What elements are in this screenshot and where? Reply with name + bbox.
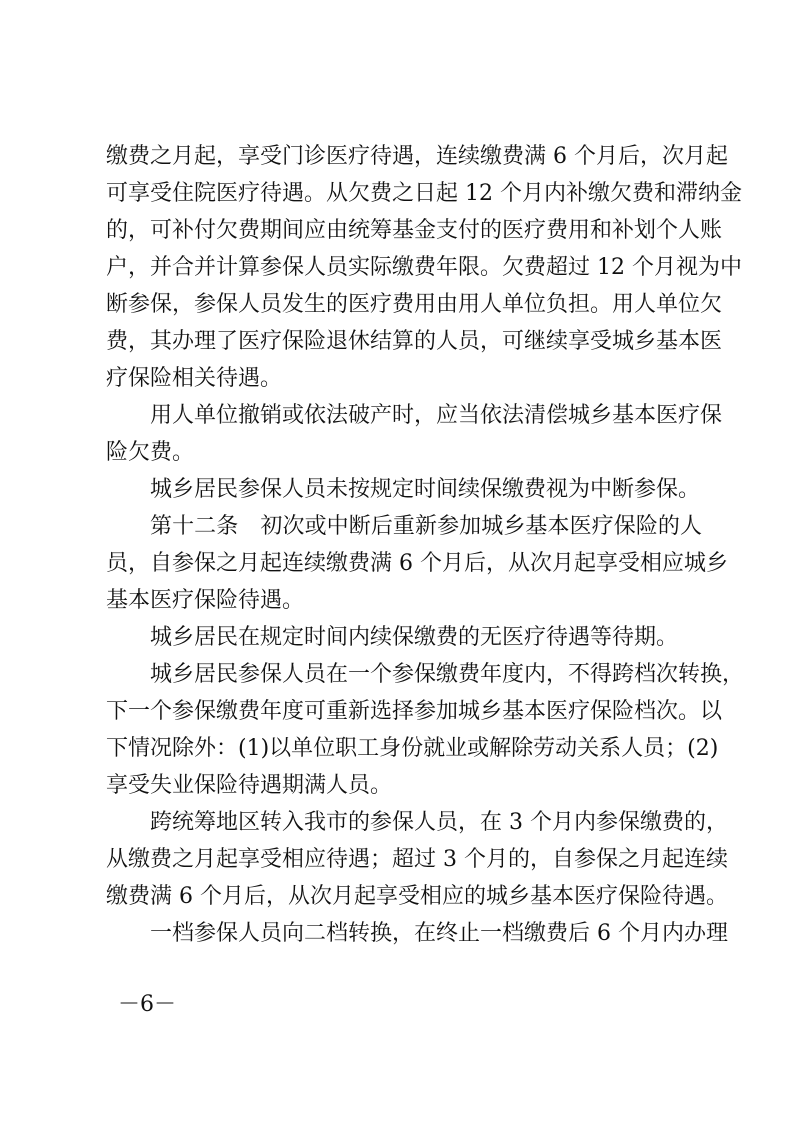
paragraph: [106, 915, 728, 952]
text-line: 的，可补付欠费期间应由统筹基金支付的医疗费用和补划个人账: [106, 218, 723, 243]
paragraph: [106, 656, 745, 804]
text-line: 享受失业保险待遇期满人员。: [106, 773, 393, 798]
text-line: 缴费满 6 个月后，从次月起享受相应的城乡基本医疗保险待遇。: [106, 884, 728, 909]
paragraph: [106, 508, 728, 619]
text-line: 可享受住院医疗待遇。从欠费之日起 12 个月内补缴欠费和滞纳金: [106, 181, 742, 206]
text-line: 第十二条 初次或中断后重新参加城乡基本医疗保险的人: [150, 514, 702, 539]
text-line: 员，自参保之月起连续缴费满 6 个月后，从次月起享受相应城乡: [106, 551, 728, 576]
text-line: 基本医疗保险待遇。: [106, 588, 305, 613]
text-line: 费，其办理了医疗保险退休结算的人员，可继续享受城乡基本医: [106, 329, 723, 354]
text-line: 跨统筹地区转入我市的参保人员，在 3 个月内参保缴费的，: [150, 810, 728, 835]
text-line: 城乡居民参保人员在一个参保缴费年度内，不得跨档次转换，: [150, 662, 745, 687]
text-line: 疗保险相关待遇。: [106, 366, 283, 391]
paragraph: [106, 397, 723, 471]
paragraph: [106, 619, 702, 656]
text-line: 下情况除外：(1)以单位职工身份就业或解除劳动关系人员；(2): [106, 736, 719, 761]
text-line: 用人单位撤销或依法破产时，应当依法清偿城乡基本医疗保: [150, 403, 723, 428]
text-line: 城乡居民参保人员未按规定时间续保缴费视为中断参保。: [150, 477, 701, 502]
text-line: 险欠费。: [106, 440, 195, 465]
paragraph: [106, 471, 702, 508]
text-line: 户，并合并计算参保人员实际缴费年限。欠费超过 12 个月视为中: [106, 255, 742, 280]
paragraph: [106, 804, 728, 915]
paragraph: [106, 138, 742, 397]
body-text: [106, 138, 745, 952]
text-line: 一档参保人员向二档转换，在终止一档缴费后 6 个月内办理: [150, 921, 728, 946]
text-line: 城乡居民在规定时间内续保缴费的无医疗待遇等待期。: [150, 625, 679, 650]
text-line: 缴费之月起，享受门诊医疗待遇，连续缴费满 6 个月后，次月起: [106, 144, 728, 169]
text-line: 下一个参保缴费年度可重新选择参加城乡基本医疗保险档次。以: [106, 699, 723, 724]
text-line: 从缴费之月起享受相应待遇；超过 3 个月的，自参保之月起连续: [106, 847, 728, 872]
text-line: 断参保，参保人员发生的医疗费用由用人单位负担。用人单位欠: [106, 292, 723, 317]
page-number: －6－: [118, 992, 176, 1017]
